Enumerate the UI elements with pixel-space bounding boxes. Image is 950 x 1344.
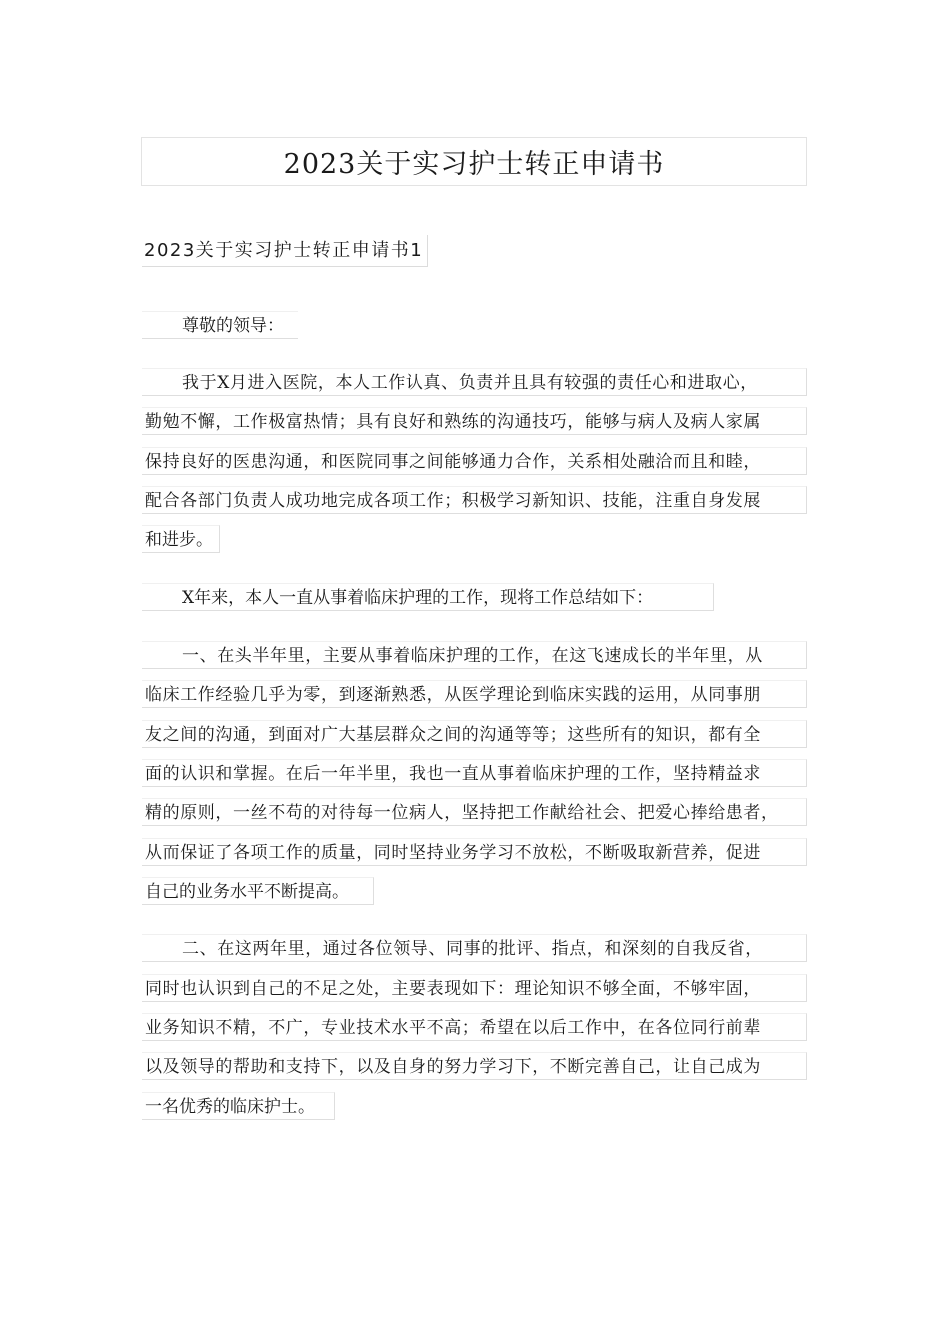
paragraph-4-line-1: 二、在这两年里，通过各位领导、同事的批评、指点，和深刻的自我反省， (142, 934, 807, 962)
paragraph-1-line-2: 勤勉不懈，工作极富热情；具有良好和熟练的沟通技巧，能够与病人及病人家属 (142, 407, 807, 435)
paragraph-4-line-2: 同时也认识到自己的不足之处，主要表现如下：理论知识不够全面，不够牢固， (142, 974, 807, 1002)
paragraph-1-line-1: 我于X月进入医院，本人工作认真、负责并且具有较强的责任心和进取心， (142, 368, 807, 396)
paragraph-3-line-4: 面的认识和掌握。在后一年半里，我也一直从事着临床护理的工作，坚持精益求 (142, 759, 807, 787)
paragraph-3-line-2: 临床工作经验几乎为零，到逐渐熟悉，从医学理论到临床实践的运用，从同事朋 (142, 680, 807, 708)
document-title: 2023关于实习护士转正申请书 (141, 137, 807, 186)
paragraph-4-line-3: 业务知识不精，不广，专业技术水平不高；希望在以后工作中，在各位同行前辈 (142, 1013, 807, 1041)
salutation-line: 尊敬的领导： (142, 311, 298, 339)
paragraph-3-line-7: 自己的业务水平不断提高。 (142, 877, 374, 905)
section-heading: 2023关于实习护士转正申请书1 (142, 235, 428, 267)
paragraph-3-line-1: 一、在头半年里，主要从事着临床护理的工作，在这飞速成长的半年里，从 (142, 641, 807, 669)
paragraph-1-line-5: 和进步。 (142, 525, 220, 553)
paragraph-1-line-3: 保持良好的医患沟通，和医院同事之间能够通力合作，关系相处融洽而且和睦， (142, 447, 807, 475)
paragraph-2-line-1: X年来，本人一直从事着临床护理的工作，现将工作总结如下： (142, 583, 714, 611)
paragraph-3-line-3: 友之间的沟通，到面对广大基层群众之间的沟通等等；这些所有的知识，都有全 (142, 720, 807, 748)
paragraph-4-line-5: 一名优秀的临床护士。 (142, 1092, 335, 1120)
paragraph-3-line-6: 从而保证了各项工作的质量，同时坚持业务学习不放松，不断吸取新营养，促进 (142, 838, 807, 866)
paragraph-3-line-5: 精的原则，一丝不苟的对待每一位病人，坚持把工作献给社会、把爱心捧给患者， (142, 798, 807, 826)
paragraph-1-line-4: 配合各部门负责人成功地完成各项工作；积极学习新知识、技能，注重自身发展 (142, 486, 807, 514)
paragraph-4-line-4: 以及领导的帮助和支持下，以及自身的努力学习下，不断完善自己，让自己成为 (142, 1052, 807, 1080)
